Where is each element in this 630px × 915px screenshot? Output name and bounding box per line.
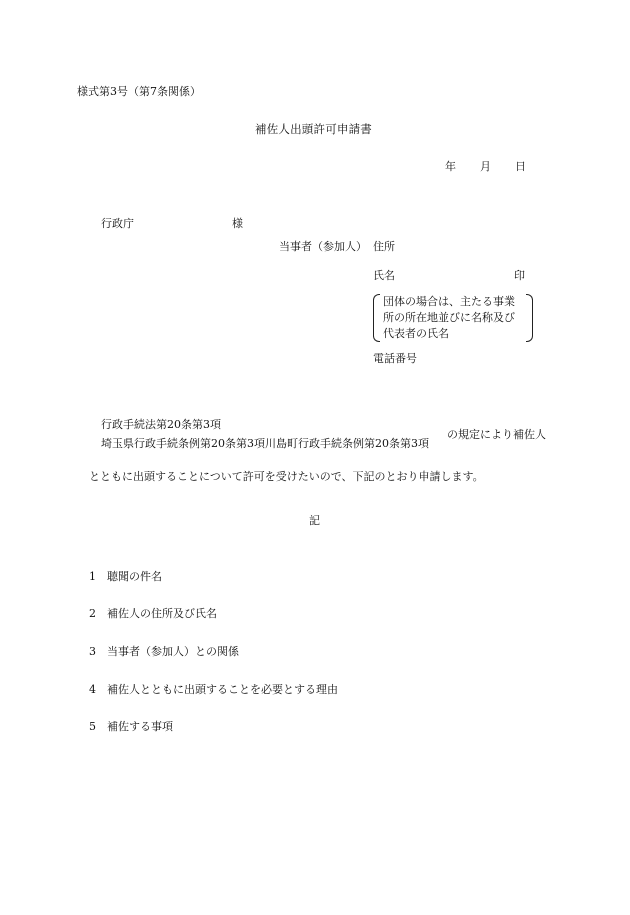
party-label: 当事者（参加人）: [279, 240, 367, 253]
item-label: 聴聞の件名: [107, 570, 162, 583]
date-year: 年: [445, 160, 456, 173]
address-label: 住所: [373, 240, 395, 253]
item-label: 当事者（参加人）との関係: [107, 645, 239, 658]
note-line: 所の所在地並びに名称及び: [383, 311, 515, 324]
item-number: 2: [89, 607, 96, 620]
item-number: 4: [89, 683, 96, 696]
phone-label: 電話番号: [373, 352, 417, 365]
item-number: 1: [89, 570, 96, 583]
item-label: 補佐人とともに出頭することを必要とする理由: [107, 683, 338, 696]
body-continuation: とともに出頭することについて許可を受けたいので、下記のとおり申請します。: [89, 470, 484, 483]
note-line: 代表者の氏名: [383, 327, 449, 340]
law-suffix: の規定により補佐人: [447, 428, 546, 441]
law-option-1: 行政手続法第20条第3項: [101, 418, 221, 431]
date-month: 月: [480, 160, 491, 173]
organization-note: [373, 292, 533, 342]
item-label: 補佐人の住所及び氏名: [107, 607, 217, 620]
item-label: 補佐する事項: [107, 720, 173, 733]
note-line: 団体の場合は、主たる事業: [383, 295, 515, 308]
law-option-2: 埼玉県行政手続条例第20条第3項川島町行政手続条例第20条第3項: [101, 437, 429, 450]
ki-heading: 記: [309, 514, 320, 527]
item-number: 3: [89, 645, 96, 658]
addressee-agency: 行政庁: [101, 217, 134, 230]
date-day: 日: [515, 160, 526, 173]
bracket-left: [373, 294, 380, 342]
form-number: 様式第3号（第7条関係）: [77, 85, 201, 98]
item-number: 5: [89, 720, 96, 733]
seal-mark: 印: [514, 269, 525, 282]
addressee-honorific: 様: [232, 217, 243, 230]
document-title: 補佐人出頭許可申請書: [255, 122, 372, 136]
name-label: 氏名: [373, 269, 395, 282]
